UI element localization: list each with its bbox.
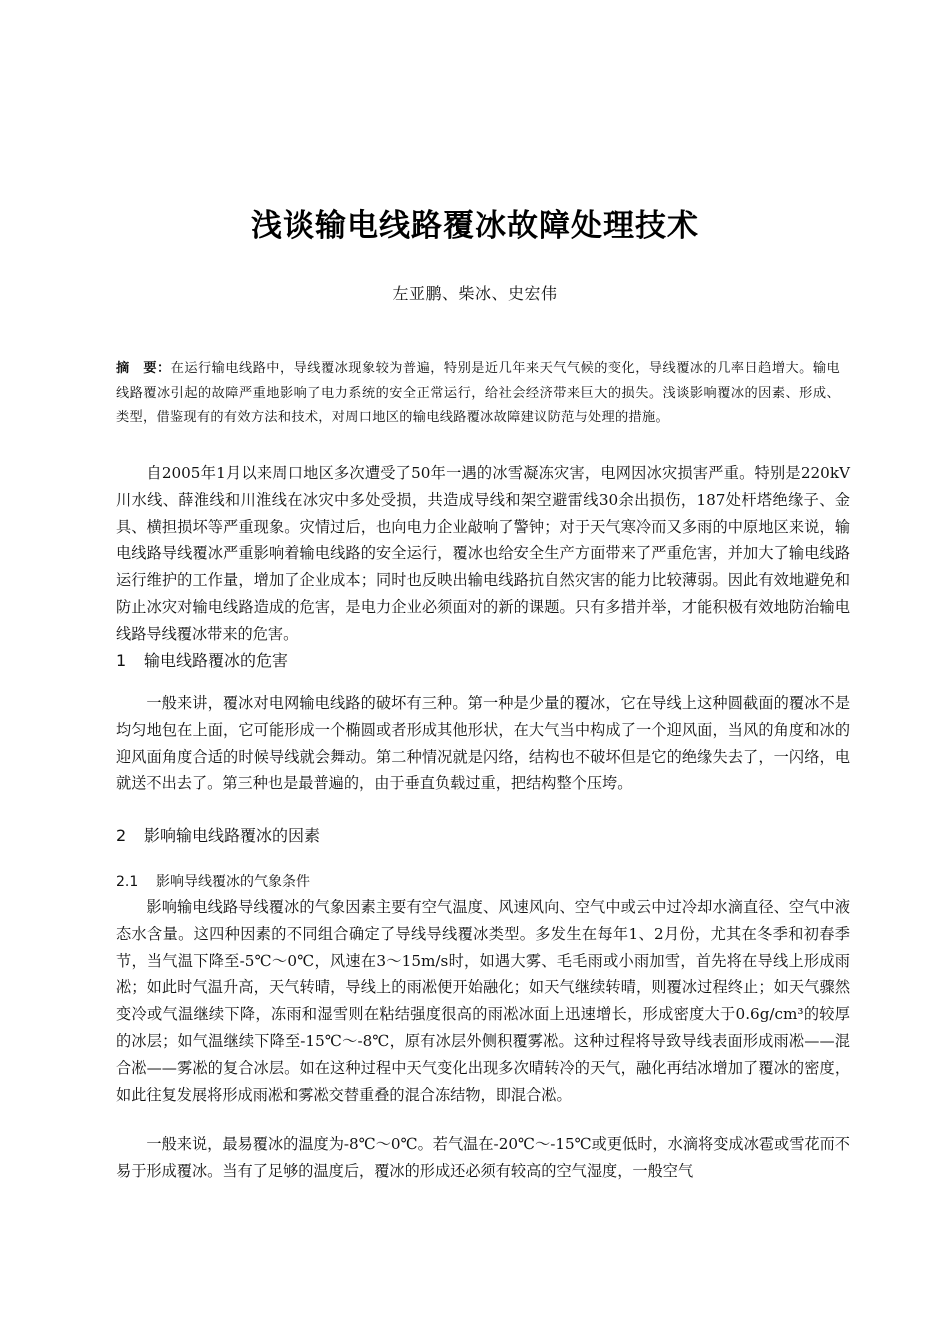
abstract-block — [116, 357, 840, 431]
section-1-paragraph: 一般来讲，覆冰对电网输电线路的破坏有三种。第一种是少量的覆冰，它在导线上这种圆截面的覆冰不是均匀地包在上面，它可能形成一个椭圆或者形成其他形状，在大气当中构成了一个迎风面，当风的角度和冰的迎风面角度合适的时候导线就会舞动。第二种情况就是闪络，结构也不破坏但是它的绝缘失去了，一闪络，电就送不出去了。第三种也是最普遍的，由于垂直负载过重，把结构整个压垮。 — [116, 694, 850, 793]
section-2-heading — [116, 825, 320, 847]
section-2-1-heading — [116, 872, 310, 892]
section-1-heading — [116, 650, 288, 672]
section-2-1-number: 2.1 — [116, 874, 139, 890]
section-2-title: 影响输电线路覆冰的因素 — [144, 826, 321, 845]
intro-paragraph: 自2005年1月以来周口地区多次遭受了50年一遇的冰雪凝冻灾害，电网因冰灾损害严重。特别是220kV川水线、薛淮线和川淮线在冰灾中多处受损，共造成导线和架空避雷线30余出损伤，187处杆塔绝缘子、金具、横担损坏等严重现象。灾情过后，也向电力企业敲响了警钟；对于天气寒冷而又多雨的中原地区来说，输电线路导线覆冰严重影响着输电线路的安全运行，覆冰也给安全生产方面带来了严重危害，并加大了输电线路运行维护的工作量，增加了企业成本；同时也反映出输电线路抗自然灾害的能力比较薄弱。因此有效地避免和防止冰灾对输电线路造成的危害，是电力企业必须面对的新的课题。只有多措并举，才能积极有效地防治输电线路导线覆冰带来的危害。 — [116, 464, 850, 643]
paper-title: 浅谈输电线路覆冰故障处理技术 — [251, 208, 699, 244]
section-1-title: 输电线路覆冰的危害 — [144, 651, 289, 670]
section-2-1-paragraph-1: 影响输电线路导线覆冰的气象因素主要有空气温度、风速风向、空气中或云中过冷却水滴直径、空气中液态水含量。这四种因素的不同组合确定了导线导线覆冰类型。多发生在每年1、2月份，尤其在冬季和初春季节，当气温下降至-5℃～0℃，风速在3～15m/s时，如遇大雾、毛毛雨或小雨加雪，首先将在导线上形成雨凇；如此时气温升高，天气转晴，导线上的雨凇便开始融化；如天气继续转晴，则覆冰过程终止；如天气骤然变冷或气温继续下降，冻雨和湿雪则在粘结强度很高的雨凇冰面上迅速增长，形成密度大于0.6g/cm³的较厚的冰层；如气温继续下降至-15℃～-8℃，原有冰层外侧积覆雾凇。这种过程将导致导线表面形成雨凇——混合凇——雾凇的复合冰层。如在这种过程中天气变化出现多次晴转冷的天气，融化再结冰增加了覆冰的密度，如此往复发展将形成雨凇和雾凇交替重叠的混合冻结物，即混合凇。 — [116, 898, 850, 1104]
paper-authors: 左亚鹏、柴冰、史宏伟 — [392, 284, 558, 303]
section-2-1-title: 影响导线覆冰的气象条件 — [156, 874, 310, 890]
abstract-text: 在运行输电线路中，导线覆冰现象较为普遍，特别是近几年来天气气候的变化，导线覆冰的几率日趋增大。输电线路覆冰引起的故障严重地影响了电力系统的安全正常运行，给社会经济带来巨大的损失。浅谈影响覆冰的因素、形成、类型，借鉴现有的有效方法和技术，对周口地区的输电线路覆冰故障建议防范与处理的措施。 — [116, 361, 840, 425]
section-2-1-paragraph-2: 一般来说，最易覆冰的温度为-8℃～0℃。若气温在-20℃～-15℃或更低时，水滴将变成冰雹或雪花而不易于形成覆冰。当有了足够的温度后，覆冰的形成还必须有较高的空气湿度，一般空气 — [116, 1135, 850, 1180]
section-1-number: 1 — [116, 651, 127, 670]
section-2-number: 2 — [116, 826, 127, 845]
abstract-label: 摘 要： — [116, 361, 171, 376]
